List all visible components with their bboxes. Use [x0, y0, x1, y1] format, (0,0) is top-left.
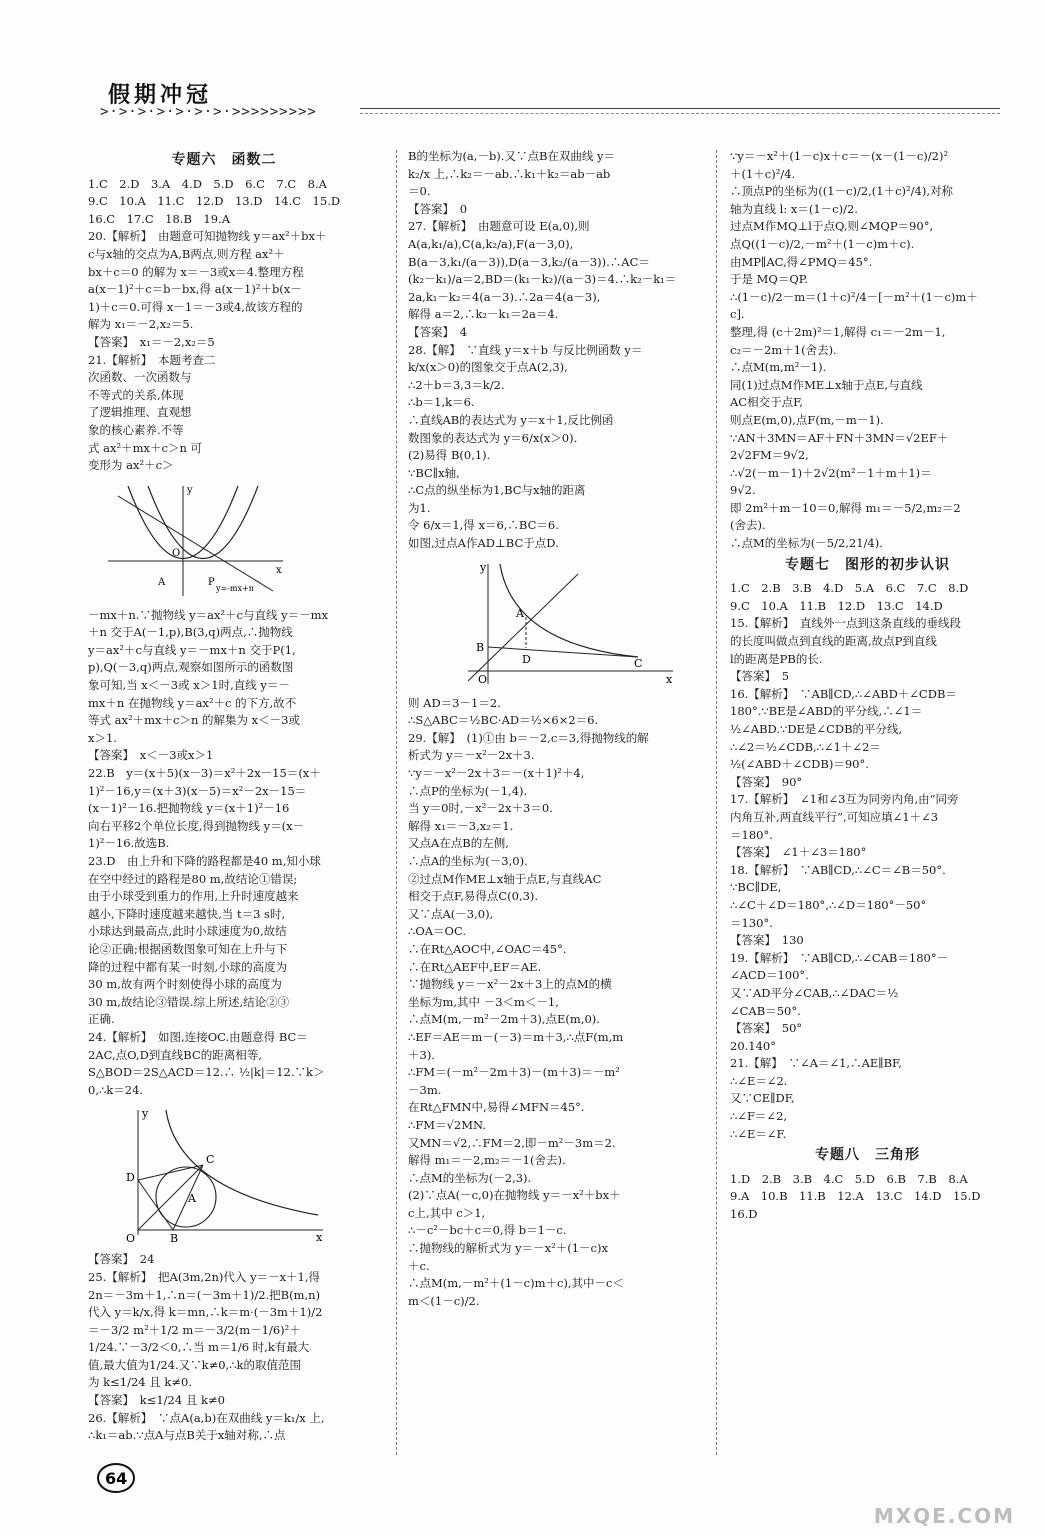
text-line: 【答案】 130 — [730, 933, 804, 948]
text-line: (2)易得 B(0,1). — [408, 448, 491, 463]
text-line: ∴k₁＝ab.∵点A与点B关于x轴对称,∴点 — [88, 1428, 286, 1443]
text-line: x＞1. — [88, 730, 117, 745]
text-line: ½(∠ABD＋∠CDB)＝90°. — [730, 757, 869, 772]
figure-q28-graph — [458, 559, 678, 689]
fig24-label-o: O — [126, 1232, 136, 1246]
text-line: ∴EF＝AE＝m－(－3)＝m＋3,∴点F(m,m — [408, 1029, 624, 1044]
text-line: 【答案】 90° — [730, 774, 803, 789]
text-line: B的坐标为(a,－b).又∵点B在双曲线 y＝ — [408, 149, 616, 163]
text-line: ½∠ABD.∵DE是∠CDB的平分线, — [730, 722, 903, 736]
text-line: ∴点P的坐标为(－1,4). — [408, 783, 528, 798]
text-line: 25.【解析】 把A(3m,2n)代入 y＝－x＋1,得 — [88, 1269, 321, 1284]
text-line: ∴顶点P的坐标为((1－c)/2,(1＋c)²/4),对称 — [730, 184, 953, 199]
text-line: 2√2FM＝9√2, — [730, 448, 809, 463]
text-line: ∴C点的纵坐标为1,BC与x轴的距离 — [408, 483, 586, 498]
page-number-badge — [88, 1460, 136, 1496]
text-line: 9.A 10.B 11.B 12.A 13.C 14.D 15.D — [730, 1189, 981, 1204]
text-line: ∴在Rt△AOC中,∠OAC＝45°. — [408, 941, 567, 956]
fig21-label-line: y=-mx+n — [216, 583, 254, 593]
text-line: 21.【解析】 本题考查二 — [88, 352, 216, 367]
header-rule — [360, 108, 1000, 114]
text-line: ∴FM＝√2MN. — [408, 1117, 486, 1132]
text-line: 了逻辑推理、直观想 — [88, 405, 192, 420]
text-line: ＋3). — [408, 1047, 435, 1062]
text-line: 数图象的表达式为 y＝6/x(x＞0). — [408, 430, 578, 445]
text-line: ∴－c²－bc＋c＝0,得 b＝1－c. — [408, 1223, 567, 1238]
fig24-label-y: y — [142, 1107, 149, 1121]
text-line: 1)²－16.故选B. — [88, 836, 170, 851]
column-2 — [408, 148, 700, 1310]
column-divider-1 — [396, 150, 397, 1455]
text-line: ＝130°. — [730, 915, 773, 930]
text-line: ＋(1＋c)²/4. — [730, 166, 796, 181]
text-line: ②过点M作ME⊥x轴于点E,与直线AC — [408, 871, 602, 886]
text-line: 次函数、一次函数与 — [88, 370, 192, 385]
text-line: 23.D 由上升和下降的路程都是40 m,知小球 — [88, 854, 321, 868]
text-line: ∠ACD＝100°. — [730, 968, 809, 983]
column-3 — [730, 148, 1005, 1224]
text-line: ∠CAB＝50°. — [730, 1003, 801, 1018]
text-line: 【答案】 4 — [408, 324, 468, 339]
text-line: 17.【解析】 ∠1和∠3互为同旁内角,由“同旁 — [730, 792, 959, 807]
text-line: ∴点A的坐标为(－3,0). — [408, 854, 528, 868]
text-line: 则 AD＝3－1＝2. — [408, 695, 501, 710]
text-line: 在Rt△FMN中,易得∠MFN＝45°. — [408, 1100, 585, 1115]
text-line: 又点A在点B的左侧, — [408, 836, 509, 851]
segment-bc — [488, 647, 638, 657]
text-line: 则点E(m,0),点F(m,－m－1). — [730, 412, 884, 427]
text-line: 令 6/x＝1,得 x＝6,∴BC＝6. — [408, 518, 559, 533]
figure-q24-circle — [108, 1105, 328, 1245]
text-line: (舍去). — [730, 518, 766, 533]
text-line: 象可知,当 x＜－3或 x＞1时,直线 y＝－ — [88, 678, 290, 693]
text-line: 变形为 ax²＋c＞ — [88, 458, 174, 473]
fig21-label-p: P — [208, 576, 215, 588]
text-line: 16.【解析】 ∵AB∥CD,∴∠ABD＋∠CDB＝ — [730, 686, 957, 701]
text-line: (x－1)²－16.把抛物线 y＝(x＋1)²－16 — [88, 801, 290, 816]
text-line: 又∵AD平分∠CAB,∴∠DAC＝½ — [730, 985, 899, 1000]
text-line: p),Q(－3,q)两点,观察如图所示的函数图 — [88, 660, 294, 675]
text-line: ∴∠2＝½∠CDB,∴∠1＋∠2＝ — [730, 739, 881, 754]
text-line: 解为 x₁＝－2,x₂＝5. — [88, 317, 194, 332]
fig24-label-c: C — [206, 1153, 215, 1167]
col3-text-a — [730, 148, 1005, 553]
text-line: 1)²－16,y＝(x＋3)(x－5)＝x²－2x－15＝ — [88, 783, 307, 798]
col3-text-b — [730, 580, 1005, 1143]
text-line: ∴点M(m,m²－1). — [730, 360, 827, 375]
text-line: AC相交于点F, — [730, 395, 803, 410]
text-line: 降的过程中都有某一时刻,小球的高度为 — [88, 959, 288, 974]
figure-q21-parabola — [88, 481, 288, 601]
text-line: B(a－3,k₁/(a－3)),D(a－3,k₂/(a－3)).∴AC＝ — [408, 254, 650, 269]
column-1 — [88, 148, 360, 1445]
text-line: ∵AN＋3MN＝AF＋FN＋3MN＝√2EF＋ — [730, 430, 949, 445]
text-line: 27.【解析】 由题意可设 E(a,0),则 — [408, 219, 590, 234]
fig28-label-o: O — [478, 672, 488, 686]
fig28-label-y: y — [480, 560, 487, 574]
text-line: 解得 m₁＝－2,m₂＝－1(舍去). — [408, 1153, 566, 1168]
fig24-label-x: x — [316, 1231, 323, 1245]
text-line: mx＋n 在抛物线 y＝ax²＋c 的下方,故不 — [88, 695, 297, 710]
text-line: k/x(x＞0)的图象交于点A(2,3), — [408, 360, 568, 375]
text-line: 18.【解析】 ∵AB∥CD,∴∠C＝∠B＝50°. — [730, 862, 946, 877]
text-line: ∵y＝－x²－2x＋3＝－(x＋1)²＋4, — [408, 766, 585, 781]
text-line: 又MN＝√2,∴FM＝2,即－m²－3m＝2. — [408, 1135, 616, 1150]
text-line: 轴为直线 l: x＝(1－c)/2. — [730, 201, 858, 216]
text-line: 如图,过点A作AD⊥BC于点D. — [408, 536, 559, 551]
text-line: 2n＝－3m＋1,∴n＝(－3m＋1)/2.把B(m,n) — [88, 1287, 321, 1302]
text-line: l的距离是PB的长. — [730, 651, 823, 666]
header-arrow-decoration: >·>·>·>·>·>·>·>>>>>>>>> — [100, 104, 317, 120]
text-line: 内角互补,两直线平行”,可知应填∠1＋∠3 — [730, 809, 939, 824]
text-line: 析式为 y＝－x²－2x＋3. — [408, 748, 535, 763]
text-line: bx＋c＝0 的解为 x＝－3或x＝4.整理方程 — [88, 264, 304, 279]
text-line: ∴OA＝OC. — [408, 924, 467, 939]
text-line: 9.C 10.A 11.C 12.D 13.D 14.C 15.D — [88, 194, 341, 209]
text-line: 论②正确;根据函数图象可知在上升与下 — [88, 941, 288, 956]
col1-text-mid — [88, 607, 360, 1100]
text-line: 解得 a＝2,∴k₂－k₁＝2a＝4. — [408, 307, 559, 322]
text-line: 16.D — [730, 1207, 758, 1222]
text-line: 180°.∵BE是∠ABD的平分线,∴∠1＝ — [730, 704, 923, 719]
text-line: k₂/x 上,∴k₂＝－ab.∴k₁＋k₂＝ab－ab — [408, 166, 611, 181]
segment-db — [138, 1180, 173, 1230]
text-line: 20.140° — [730, 1038, 776, 1053]
text-line: ∴(1－c)/2－m＝(1＋c)²/4－[－m²＋(1－c)m＋ — [730, 289, 978, 304]
section-title-6: 专题六 函数二 — [171, 152, 277, 168]
text-line: c]. — [730, 307, 745, 322]
text-line: 2a,k₁－k₂＝4(a－3).∴2a＝4(a－3), — [408, 289, 601, 304]
text-line: 整理,得 (c＋2m)²＝1,解得 c₁＝－2m－1, — [730, 324, 946, 339]
fig28-label-b: B — [476, 640, 485, 654]
text-line: 1.D 2.B 3.B 4.C 5.D 6.B 7.B 8.A — [730, 1171, 968, 1186]
text-line: 为 k≤1/24 且 k≠0. — [88, 1375, 192, 1390]
fig28-label-c: C — [634, 656, 643, 670]
col1-text-b — [88, 1251, 360, 1445]
text-line: 29.【解】 (1)①由 b＝－2,c＝3,得抛物线的解 — [408, 730, 649, 745]
text-line: a(x－1)²＋c＝b－bx,得 a(x－1)²＋b(x－ — [88, 282, 302, 297]
text-line: y＝ax²＋c与直线 y＝－mx＋n 交于P(1, — [88, 642, 296, 657]
text-line: (2)∵点A(－c,0)在抛物线 y＝－x²＋bx＋ — [408, 1188, 621, 1203]
text-line: ∵BC∥DE, — [730, 880, 782, 895]
col2-text-b — [408, 695, 700, 1311]
text-line: m＜(1－c)/2. — [408, 1293, 480, 1308]
text-line: 24.【解析】 如图,连接OC.由题意得 BC＝ — [88, 1029, 308, 1044]
text-line: 19.【解析】 ∵AB∥CD,∴∠CAB＝180°－ — [730, 950, 949, 965]
text-line: －mx＋n.∵抛物线 y＝ax²＋c与直线 y＝－mx — [88, 607, 329, 622]
text-line: c₂＝－2m＋1(舍去). — [730, 342, 837, 357]
text-line: 解得 x₁＝－3,x₂＝1. — [408, 818, 514, 833]
text-line: A(a,k₁/a),C(a,k₂/a),F(a－3,0), — [408, 236, 574, 251]
text-line: 在空中经过的路程是80 m,故结论①错误; — [88, 871, 298, 886]
text-line: ∴∠C＋∠D＝180°,∴∠D＝180°－50° — [730, 897, 927, 912]
section-title-7: 专题七 图形的初步认识 — [785, 556, 950, 573]
text-line: ∴直线AB的表达式为 y＝x＋1,反比例函 — [408, 412, 614, 427]
text-line: ∴2＋b＝3,3＝k/2. — [408, 377, 505, 392]
text-line: 同(1)过点M作ME⊥x轴于点E,与直线 — [730, 377, 923, 392]
text-line: 【答案】 k≤1/24 且 k≠0 — [88, 1393, 225, 1408]
text-line: 1/24.∵－3/2＜0,∴当 m＝1/6 时,k有最大 — [88, 1340, 310, 1355]
fig28-label-a: A — [516, 606, 524, 620]
text-line: 22.B y＝(x＋5)(x－3)＝x²＋2x－15＝(x＋ — [88, 766, 321, 781]
text-line: ∴∠E＝∠F. — [730, 1126, 787, 1141]
text-line: 30 m,故有两个时刻使得小球的高度为 — [88, 977, 282, 992]
column-divider-2 — [716, 150, 717, 1455]
text-line: 越小,下降时速度越来越快,当 t＝3 s时, — [88, 906, 286, 921]
text-line: 式 ax²＋mx＋c＞n 可 — [88, 440, 202, 455]
text-line: 值,最大值为1/24.又∵k≠0,∴k的取值范围 — [88, 1357, 301, 1372]
text-line: 【答案】 x₁＝－2,x₂＝5 — [88, 334, 215, 349]
text-line: ＋n 交于A(－1,p),B(3,q)两点,∴抛物线 — [88, 625, 293, 640]
fig28-label-x: x — [666, 672, 673, 686]
text-line: c与x轴的交点为A,B两点,则方程 ax²＋ — [88, 246, 285, 261]
line-mx-n — [118, 496, 273, 591]
text-line: 26.【解析】 ∵点A(a,b)在双曲线 y＝k₁/x 上, — [88, 1410, 325, 1425]
text-line: 【答案】 ∠1＋∠3＝180° — [730, 845, 867, 860]
text-line: 【答案】 0 — [408, 201, 468, 216]
text-line: ∴S△ABC＝½BC·AD＝½×6×2＝6. — [408, 713, 599, 728]
text-line: 【答案】 x＜－3或x＞1 — [88, 748, 214, 763]
text-line: 为1. — [408, 500, 431, 515]
text-line: 1.C 2.B 3.B 4.D 5.A 6.C 7.C 8.D — [730, 581, 969, 596]
text-line: 【答案】 24 — [88, 1252, 155, 1267]
page-number: 64 — [105, 1469, 128, 1488]
text-line: 15.【解析】 直线外一点到这条直线的垂线段 — [730, 616, 962, 631]
text-line: 21.【解】 ∵∠A＝∠1,∴AE∥BF, — [730, 1056, 902, 1071]
text-line: S△BOD＝2S△ACD＝12.∴ ½|k|＝12.∵k＞ — [88, 1065, 325, 1080]
text-line: 【答案】 50° — [730, 1021, 803, 1036]
text-line: －3m. — [408, 1082, 442, 1097]
text-line: 由于小球受到重力的作用,上升时速度越来 — [88, 889, 299, 904]
text-line: ∴∠E＝∠2. — [730, 1073, 788, 1088]
text-line: 坐标为m,其中 －3＜m＜－1, — [408, 994, 559, 1009]
col3-text-c — [730, 1171, 1005, 1224]
text-line: 0,∴k＝24. — [88, 1082, 144, 1097]
fig21-label-x: x — [276, 564, 282, 576]
text-line: ∵y＝－x²＋(1－c)x＋c＝－(x－(1－c)/2)² — [730, 149, 949, 163]
text-line: ∴b＝1,k＝6. — [408, 395, 475, 410]
text-line: 于是 MQ＝QP. — [730, 272, 808, 287]
text-line: ＝0. — [408, 184, 431, 199]
text-line: c上,其中 c＞1, — [408, 1205, 486, 1220]
text-line: 又∵点A(－3,0), — [408, 906, 494, 921]
fig24-label-b: B — [170, 1232, 179, 1246]
fig24-label-a: A — [188, 1192, 196, 1206]
text-line: ＝－3/2 m²＋1/2 m＝－3/2(m－1/6)²＋ — [88, 1322, 301, 1337]
text-line: 象的核心素养.不等 — [88, 422, 184, 437]
text-line: (k₂－k₁)/a＝2,BD＝(k₁－k₂)/(a－3)＝4.∴k₂－k₁＝ — [408, 272, 677, 287]
text-line: ∴√2(－m－1)＋2√2(m²－1＋m＋1)＝ — [730, 465, 932, 480]
text-line: ＝180°. — [730, 827, 773, 842]
text-line: 30 m,故结论③错误.综上所述,结论②③ — [88, 994, 290, 1009]
text-line: ∴点M(m,－m²＋(1－c)m＋c),其中－c＜ — [408, 1276, 624, 1291]
text-line: ∴点M的坐标为(－5/2,21/4). — [730, 536, 883, 551]
text-line: ＋c. — [408, 1258, 430, 1273]
text-line: 1)＋c＝0.可得 x－1＝－3或4,故该方程的 — [88, 299, 303, 314]
col2-text-a — [408, 148, 700, 553]
text-line: 20.【解析】 由题意可知抛物线 y＝ax²＋bx＋ — [88, 229, 327, 244]
text-line: 9.C 10.A 11.B 12.D 13.C 14.D — [730, 598, 943, 613]
text-line: 的长度叫做点到直线的距离,故点P到直线 — [730, 634, 937, 649]
section-title-8: 专题八 三角形 — [815, 1147, 920, 1164]
text-line: ∵BC∥x轴, — [408, 465, 460, 480]
text-line: ∴∠F＝∠2, — [730, 1109, 788, 1124]
watermark-text: MXQE.COM — [873, 1504, 1015, 1528]
fig21-label-a: A — [158, 576, 166, 588]
book-title: 假期冲冠 — [108, 83, 213, 108]
text-line: 【答案】 5 — [730, 669, 790, 684]
text-line: ∵抛物线 y＝－x²－2x＋3上的点M的横 — [408, 977, 612, 992]
text-line: 2AC,点O,D到直线BC的距离相等, — [88, 1047, 262, 1062]
text-line: 16.C 17.C 18.B 19.A — [88, 211, 231, 226]
text-line: ∴点M的坐标为(－2,3). — [408, 1170, 532, 1185]
text-line: 由MP∥AC,得∠PMQ＝45°. — [730, 254, 873, 269]
segment-dc — [138, 1165, 203, 1180]
text-line: ∴点M(m,－m²－2m＋3),点E(m,0). — [408, 1012, 600, 1027]
fig21-label-o: O — [172, 547, 181, 559]
fig24-label-d: D — [126, 1171, 135, 1185]
page-header — [100, 78, 360, 130]
text-line: 不等式的关系,体现 — [88, 387, 184, 402]
text-line: 相交于点F,易得点C(0,3). — [408, 889, 539, 904]
fig28-label-d: D — [522, 652, 531, 666]
text-line: 小球达到最高点,此时小球速度为0,故结 — [88, 924, 287, 939]
text-line: 点Q((1－c)/2,－m²＋(1－c)m＋c). — [730, 236, 915, 251]
text-line: 9√2. — [730, 483, 756, 498]
text-line: 当 y＝0时,－x²－2x＋3＝0. — [408, 801, 553, 816]
text-line: ∴抛物线的解析式为 y＝－x²＋(1－c)x — [408, 1241, 608, 1256]
text-line: 28.【解】 ∵直线 y＝x＋b 与反比例函数 y＝ — [408, 342, 643, 357]
text-line: 向右平移2个单位长度,得到抛物线 y＝(x－ — [88, 818, 305, 833]
text-line: 正确. — [88, 1012, 115, 1027]
col1-text-a — [88, 176, 360, 475]
fig21-label-y: y — [187, 484, 193, 496]
text-line: 代入 y＝k/x,得 k＝mn,∴k＝m·(－3m＋1)/2 — [88, 1305, 323, 1320]
text-line: 等式 ax²＋mx＋c＞n 的解集为 x＜－3或 — [88, 713, 300, 728]
text-line: 过点M作MQ⊥l于点Q,则∠MQP＝90°, — [730, 219, 934, 234]
text-line: ∴在Rt△AEF中,EF＝AE. — [408, 959, 542, 974]
text-line: 即 2m²＋m－10＝0,解得 m₁＝－5/2,m₂＝2 — [730, 500, 961, 515]
text-line: 又∵CE∥DF, — [730, 1091, 795, 1106]
text-line: ∴FM＝(－m²－2m＋3)－(m＋3)＝－m² — [408, 1065, 620, 1080]
text-line: 1.C 2.D 3.A 4.D 5.D 6.C 7.C 8.A — [88, 176, 327, 191]
